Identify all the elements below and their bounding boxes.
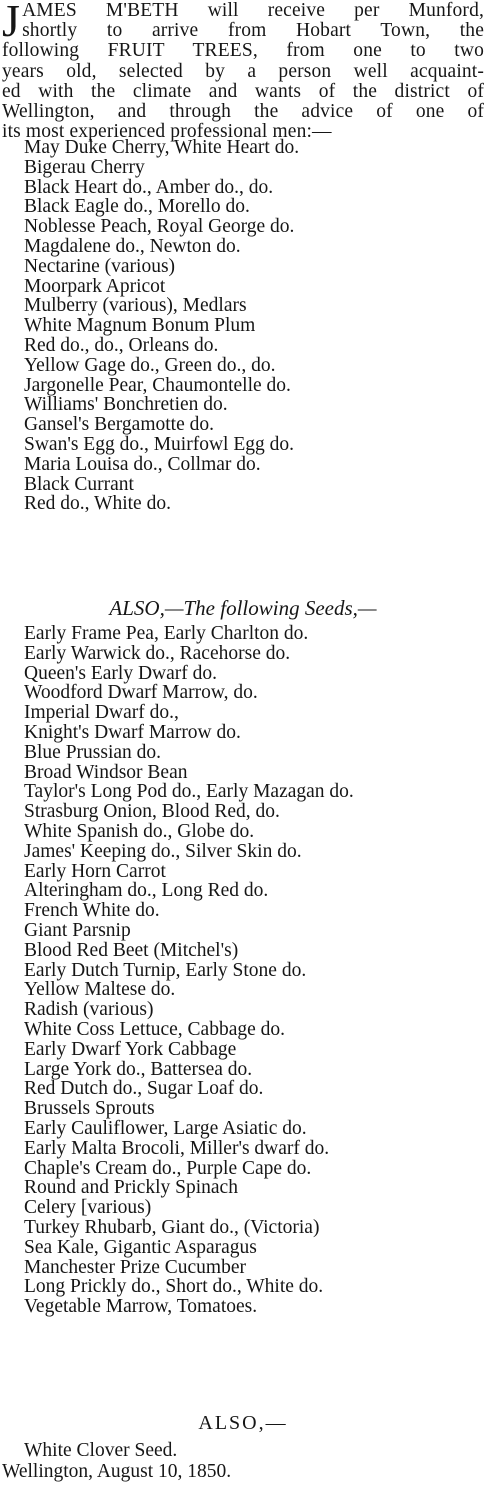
list-item: Yellow Gage do., Green do., do. — [24, 354, 276, 376]
advert-intro — [2, 1, 484, 142]
list-item: Celery [various) — [24, 1197, 152, 1219]
list-item: Early Dwarf York Cabbage — [24, 1038, 237, 1060]
intro-line: ed with the climate and wants of the district of — [2, 80, 484, 102]
list-item: Queen's Early Dwarf do. — [24, 662, 218, 684]
list-item: Red do., do., Orleans do. — [24, 334, 219, 356]
list-item: Brussels Sprouts — [24, 1098, 155, 1120]
list-item: Manchester Prize Cucumber — [24, 1256, 247, 1278]
dateline-signoff: Wellington, August 10, 1850. — [2, 1461, 232, 1482]
list-item: Moorpark Apricot — [24, 275, 166, 297]
list-item: Early Dutch Turnip, Early Stone do. — [24, 959, 307, 981]
list-item: May Duke Cherry, White Heart do. — [24, 137, 300, 158]
list-item: Blood Red Beet (Mitchel's) — [24, 939, 239, 961]
list-item: Alteringham do., Long Red do. — [24, 880, 269, 902]
list-item: Strasburg Onion, Blood Red, do. — [24, 801, 280, 823]
list-item: Red Dutch do., Sugar Loaf do. — [24, 1078, 264, 1100]
list-item: Black Currant — [24, 473, 134, 495]
list-item: James' Keeping do., Silver Skin do. — [24, 840, 302, 862]
list-item: White Coss Lettuce, Cabbage do. — [24, 1018, 286, 1040]
list-item: Early Horn Carrot — [24, 860, 166, 882]
list-item: Magdalene do., Newton do. — [24, 235, 241, 257]
list-item: Early Warwick do., Racehorse do. — [24, 642, 291, 664]
list-item: Round and Prickly Spinach — [24, 1177, 238, 1199]
seeds-heading: ALSO,—The following Seeds,— — [109, 596, 377, 620]
list-item: Long Prickly do., Short do., White do. — [24, 1276, 324, 1298]
drop-cap: J — [2, 0, 21, 46]
also-heading: ALSO,— — [198, 1412, 288, 1434]
list-item: Swan's Egg do., Muirfowl Egg do. — [24, 433, 295, 455]
seed-list — [24, 624, 354, 1317]
list-item: Maria Louisa do., Collmar do. — [24, 453, 261, 475]
intro-line: shortly to arrive from Hobart Town, the — [22, 20, 484, 42]
list-item: Chaple's Cream do., Purple Cape do. — [24, 1157, 312, 1179]
list-item: Red do., White do. — [24, 493, 171, 515]
list-item: Giant Parsnip — [24, 919, 131, 941]
list-item: Gansel's Bergamotte do. — [24, 414, 214, 436]
intro-line: its most experienced professional men:— — [2, 121, 332, 143]
list-item: Nectarine (various) — [24, 255, 176, 277]
list-item: Vegetable Marrow, Tomatoes. — [24, 1296, 258, 1318]
list-item: Broad Windsor Bean — [24, 761, 188, 783]
list-item: Mulberry (various), Medlars — [24, 295, 247, 317]
list-item: Early Frame Pea, Early Charlton do. — [24, 623, 309, 644]
list-item: Yellow Maltese do. — [24, 979, 176, 1001]
intro-line: years old, selected by a person well acquaint- — [2, 60, 484, 82]
list-item: Sea Kale, Gigantic Asparagus — [24, 1236, 257, 1258]
list-item: Woodford Dwarf Marrow, do. — [24, 682, 258, 704]
list-item: Knight's Dwarf Marrow do. — [24, 721, 241, 743]
intro-line: AMES M'BETH will receive per Munford, — [22, 0, 484, 21]
intro-line: Wellington, and through the advice of one of — [2, 101, 484, 123]
list-item: Early Malta Brocoli, Miller's dwarf do. — [24, 1137, 330, 1159]
list-item: Radish (various) — [24, 999, 154, 1021]
list-item: Noblesse Peach, Royal George do. — [24, 216, 295, 238]
list-item: White Spanish do., Globe do. — [24, 820, 255, 842]
fruit-tree-list — [24, 138, 299, 514]
list-item: Taylor's Long Pod do., Early Mazagan do. — [24, 781, 354, 803]
list-item: French White do. — [24, 900, 160, 922]
list-item: Jargonelle Pear, Chaumontelle do. — [24, 374, 291, 396]
list-item: Black Heart do., Amber do., do. — [24, 176, 274, 198]
list-item: Imperial Dwarf do., — [24, 702, 179, 724]
clover-seed-item: White Clover Seed. — [24, 1440, 178, 1461]
list-item: Blue Prussian do. — [24, 741, 162, 763]
list-item: Black Eagle do., Morello do. — [24, 196, 250, 218]
list-item: Bigerau Cherry — [24, 156, 145, 178]
list-item: Large York do., Battersea do. — [24, 1058, 253, 1080]
list-item: Williams' Bonchretien do. — [24, 394, 228, 416]
list-item: Early Cauliflower, Large Asiatic do. — [24, 1117, 307, 1139]
list-item: White Magnum Bonum Plum — [24, 315, 256, 337]
list-item: Turkey Rhubarb, Giant do., (Victoria) — [24, 1216, 320, 1238]
intro-line: following FRUIT TREES, from one to two — [2, 40, 484, 62]
